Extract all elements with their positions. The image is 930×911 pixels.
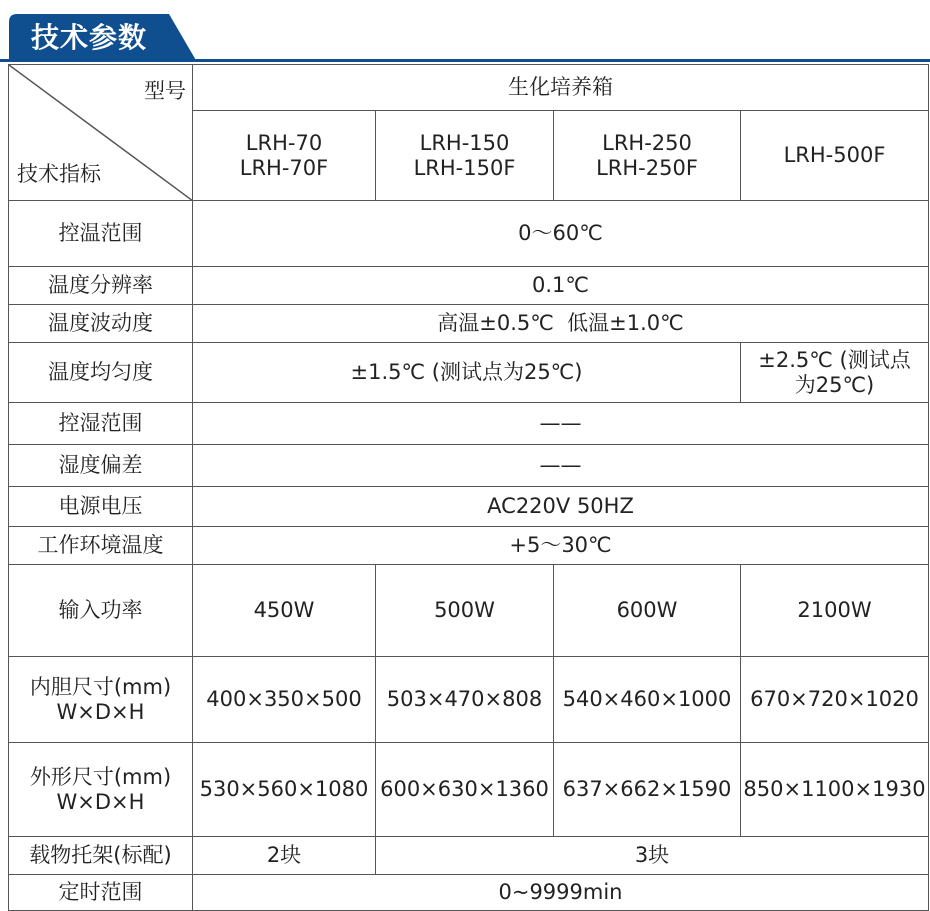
row-value: ——	[193, 445, 929, 487]
table-row	[9, 527, 929, 565]
table-row	[9, 305, 929, 343]
row-value: 0~9999min	[193, 875, 929, 911]
row-label: 载物托架(标配)	[9, 837, 193, 875]
corner-spec-label: 技术指标	[17, 161, 101, 186]
row-value: 600W	[554, 565, 741, 657]
corner-header-cell	[9, 65, 193, 201]
row-value: ±2.5℃ (测试点 为25℃)	[741, 343, 929, 403]
table-row	[9, 343, 929, 403]
row-value: 540×460×1000	[554, 657, 741, 743]
row-value: 0～60℃	[193, 201, 929, 267]
row-value: AC220V 50HZ	[193, 487, 929, 527]
row-value: 850×1100×1930	[741, 743, 929, 837]
table-row	[9, 657, 929, 743]
row-value: 2100W	[741, 565, 929, 657]
row-value: 高温±0.5℃ 低温±1.0℃	[193, 305, 929, 343]
row-value: 3块	[376, 837, 929, 875]
row-value: 400×350×500	[193, 657, 376, 743]
table-row	[9, 875, 929, 911]
model-cell: LRH-150 LRH-150F	[376, 111, 554, 201]
table-row	[9, 65, 929, 111]
row-label: 内胆尺寸(mm) W×D×H	[9, 657, 193, 743]
row-label: 工作环境温度	[9, 527, 193, 565]
section-header	[0, 0, 930, 62]
row-value: 500W	[376, 565, 554, 657]
row-value: 2块	[193, 837, 376, 875]
row-value: 637×662×1590	[554, 743, 741, 837]
row-value: ——	[193, 403, 929, 445]
table-row	[9, 403, 929, 445]
row-value: 503×470×808	[376, 657, 554, 743]
row-value: 0.1℃	[193, 267, 929, 305]
row-label: 外形尺寸(mm) W×D×H	[9, 743, 193, 837]
table-row	[9, 445, 929, 487]
model-cell: LRH-70 LRH-70F	[193, 111, 376, 201]
model-cell: LRH-500F	[741, 111, 929, 201]
row-label: 输入功率	[9, 565, 193, 657]
section-title: 技术参数	[31, 21, 148, 54]
row-label: 温度均匀度	[9, 343, 193, 403]
row-value: ±1.5℃ (测试点为25℃)	[193, 343, 741, 403]
table-row	[9, 267, 929, 305]
row-label: 控温范围	[9, 201, 193, 267]
table-row	[9, 565, 929, 657]
spec-table	[8, 64, 929, 911]
table-row	[9, 743, 929, 837]
row-value: 530×560×1080	[193, 743, 376, 837]
row-value: 600×630×1360	[376, 743, 554, 837]
model-cell: LRH-250 LRH-250F	[554, 111, 741, 201]
row-label: 湿度偏差	[9, 445, 193, 487]
row-label: 控湿范围	[9, 403, 193, 445]
table-row	[9, 487, 929, 527]
row-label: 电源电压	[9, 487, 193, 527]
row-value: +5～30℃	[193, 527, 929, 565]
table-row	[9, 837, 929, 875]
title-tab	[9, 14, 197, 62]
row-value: 450W	[193, 565, 376, 657]
row-value: 670×720×1020	[741, 657, 929, 743]
row-label: 定时范围	[9, 875, 193, 911]
header-underline	[0, 59, 930, 62]
row-label: 温度分辨率	[9, 267, 193, 305]
corner-model-label: 型号	[144, 79, 186, 103]
product-name-cell: 生化培养箱	[193, 65, 929, 111]
table-row	[9, 201, 929, 267]
row-label: 温度波动度	[9, 305, 193, 343]
